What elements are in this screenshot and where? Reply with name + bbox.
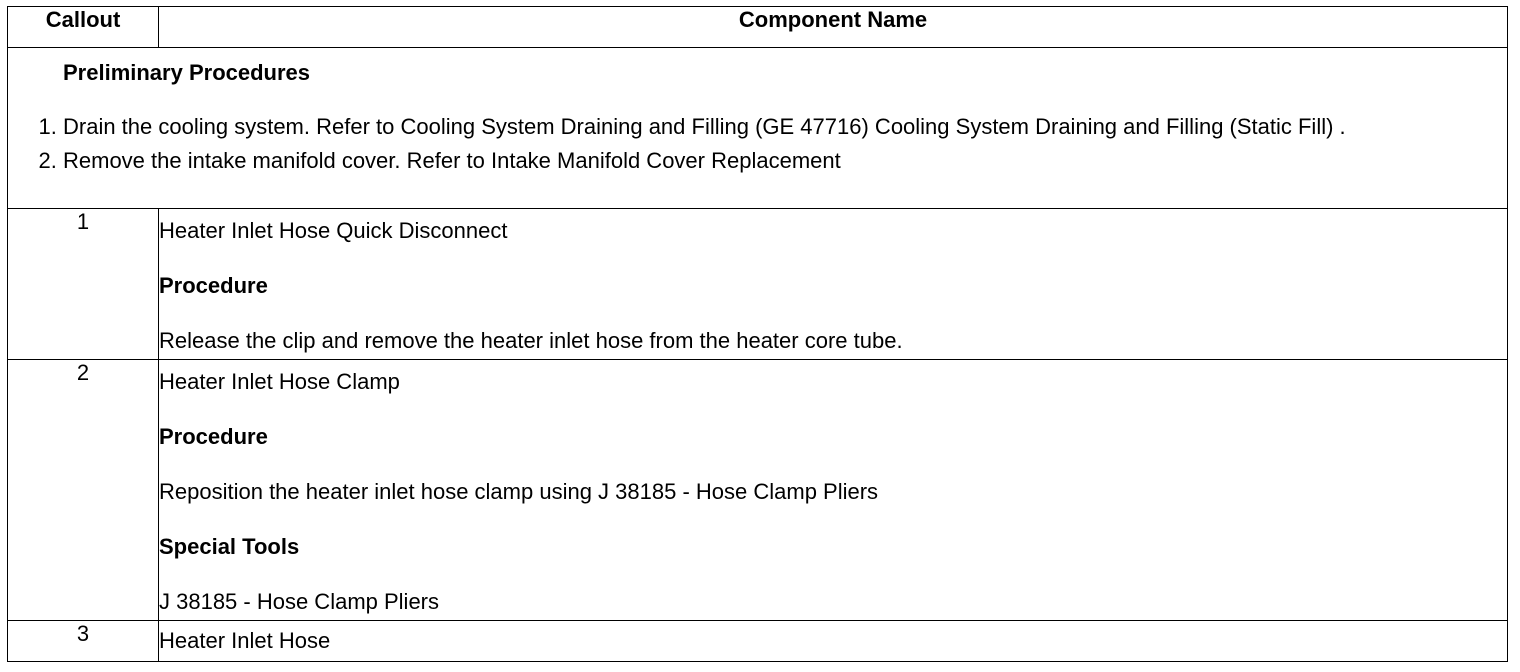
component-name-column-header: Component Name — [159, 7, 1508, 48]
preliminary-cell — [8, 48, 1508, 209]
callout-number: 1 — [8, 209, 159, 360]
table-row — [8, 621, 1508, 662]
preliminary-title: Preliminary Procedures — [63, 60, 311, 85]
special-tools-text: J 38185 - Hose Clamp Pliers — [159, 589, 440, 614]
procedure-heading: Procedure — [159, 424, 268, 449]
component-name: Heater Inlet Hose — [159, 621, 1508, 662]
procedure-text: Reposition the heater inlet hose clamp using J 38185 - Hose Clamp Pliers — [159, 479, 879, 504]
special-tools-heading: Special Tools — [159, 534, 300, 559]
callout-number: 2 — [8, 360, 159, 621]
callout-number: 3 — [8, 621, 159, 662]
component-cell — [159, 209, 1508, 360]
component-name: Heater Inlet Hose Quick Disconnect — [159, 218, 508, 243]
preliminary-step-2: 2. Remove the intake manifold cover. Refer to Intake Manifold Cover Replacement — [63, 148, 1473, 174]
table-row — [8, 360, 1508, 621]
callout-column-header: Callout — [8, 7, 159, 48]
procedure-heading: Procedure — [159, 273, 268, 298]
component-name: Heater Inlet Hose Clamp — [159, 369, 400, 394]
preliminary-step-1: 1. Drain the cooling system. Refer to Cooling System Draining and Filling (GE 47716) Cooling System Draining and Filling (Static Fill) . — [63, 114, 1473, 140]
preliminary-steps-list — [8, 114, 1473, 174]
procedure-table — [7, 6, 1508, 662]
preliminary-row — [8, 48, 1508, 209]
table-row — [8, 209, 1508, 360]
header-row — [8, 7, 1508, 48]
procedure-text: Release the clip and remove the heater inlet hose from the heater core tube. — [159, 328, 903, 353]
component-cell — [159, 360, 1508, 621]
